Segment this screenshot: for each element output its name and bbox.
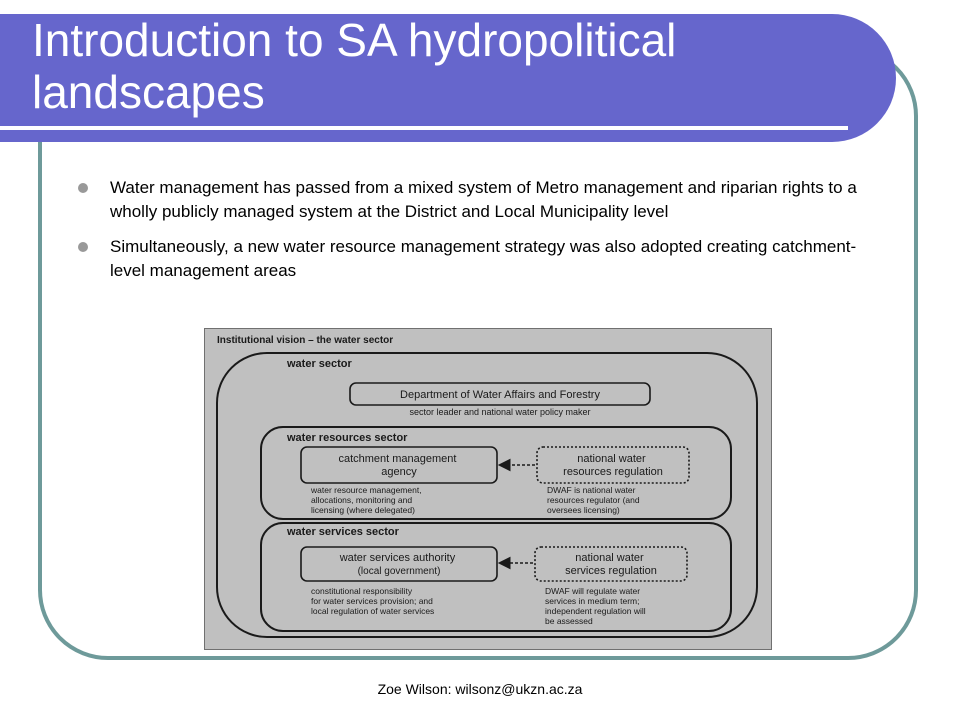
diagram-heading: Institutional vision – the water sector	[217, 335, 394, 346]
box-line: national water	[575, 552, 644, 564]
slide-footer: Zoe Wilson: wilsonz@ukzn.ac.za	[377, 681, 583, 697]
caption-line: independent regulation will	[545, 606, 646, 616]
bullet-text: Water management has passed from a mixed system of Metro management and riparian rights to a wholly publicly managed system at the District and Local Municipality level	[110, 178, 857, 221]
institutional-diagram	[204, 328, 772, 650]
box-line: agency	[381, 466, 417, 478]
caption-line: licensing (where delegated)	[311, 505, 415, 515]
slide-title: Introduction to SA hydropolitical landscapes	[32, 14, 677, 118]
bullet-icon	[78, 242, 88, 252]
bullet-icon	[78, 183, 88, 193]
box-line: resources regulation	[563, 466, 663, 478]
dwaf-box-label: Department of Water Affairs and Forestry	[400, 389, 600, 401]
services-regulation-caption	[545, 586, 648, 626]
resources-sector-label: water resources sector	[287, 432, 408, 444]
caption-line: water resource management,	[311, 485, 422, 495]
catchment-agency-label	[338, 453, 459, 478]
title-underline	[0, 126, 848, 130]
bullet-list	[78, 176, 878, 294]
caption-line: oversees licensing)	[547, 505, 620, 515]
box-line: water services authority	[339, 552, 456, 564]
services-sector-label: water services sector	[287, 526, 399, 538]
bullet-item	[78, 235, 878, 283]
catchment-agency-caption	[310, 485, 424, 515]
caption-line: be assessed	[545, 616, 593, 626]
services-authority-caption	[311, 586, 435, 616]
services-regulation-label	[565, 552, 657, 577]
services-authority-label	[339, 552, 459, 577]
water-sector-label: water sector	[287, 358, 352, 370]
dwaf-caption: sector leader and national water policy maker	[409, 407, 591, 417]
caption-line: local regulation of water services	[311, 606, 435, 616]
caption-line: services in medium term;	[545, 596, 640, 606]
resources-regulation-label	[563, 453, 663, 478]
bullet-text: Simultaneously, a new water resource management strategy was also adopted creating catchment-level management areas	[110, 237, 857, 280]
box-line: catchment management	[338, 453, 457, 465]
box-line: national water	[577, 453, 646, 465]
caption-line: for water services provision; and	[311, 596, 433, 606]
box-line: services regulation	[565, 565, 657, 577]
resources-regulation-caption	[547, 485, 642, 515]
box-line: (local government)	[357, 566, 441, 577]
caption-line: resources regulator (and	[547, 495, 640, 505]
bullet-item	[78, 176, 878, 224]
caption-line: DWAF will regulate water	[545, 586, 641, 596]
caption-line: DWAF is national water	[547, 485, 636, 495]
caption-line: allocations, monitoring and	[311, 495, 413, 505]
caption-line: constitutional responsibility	[311, 586, 413, 596]
